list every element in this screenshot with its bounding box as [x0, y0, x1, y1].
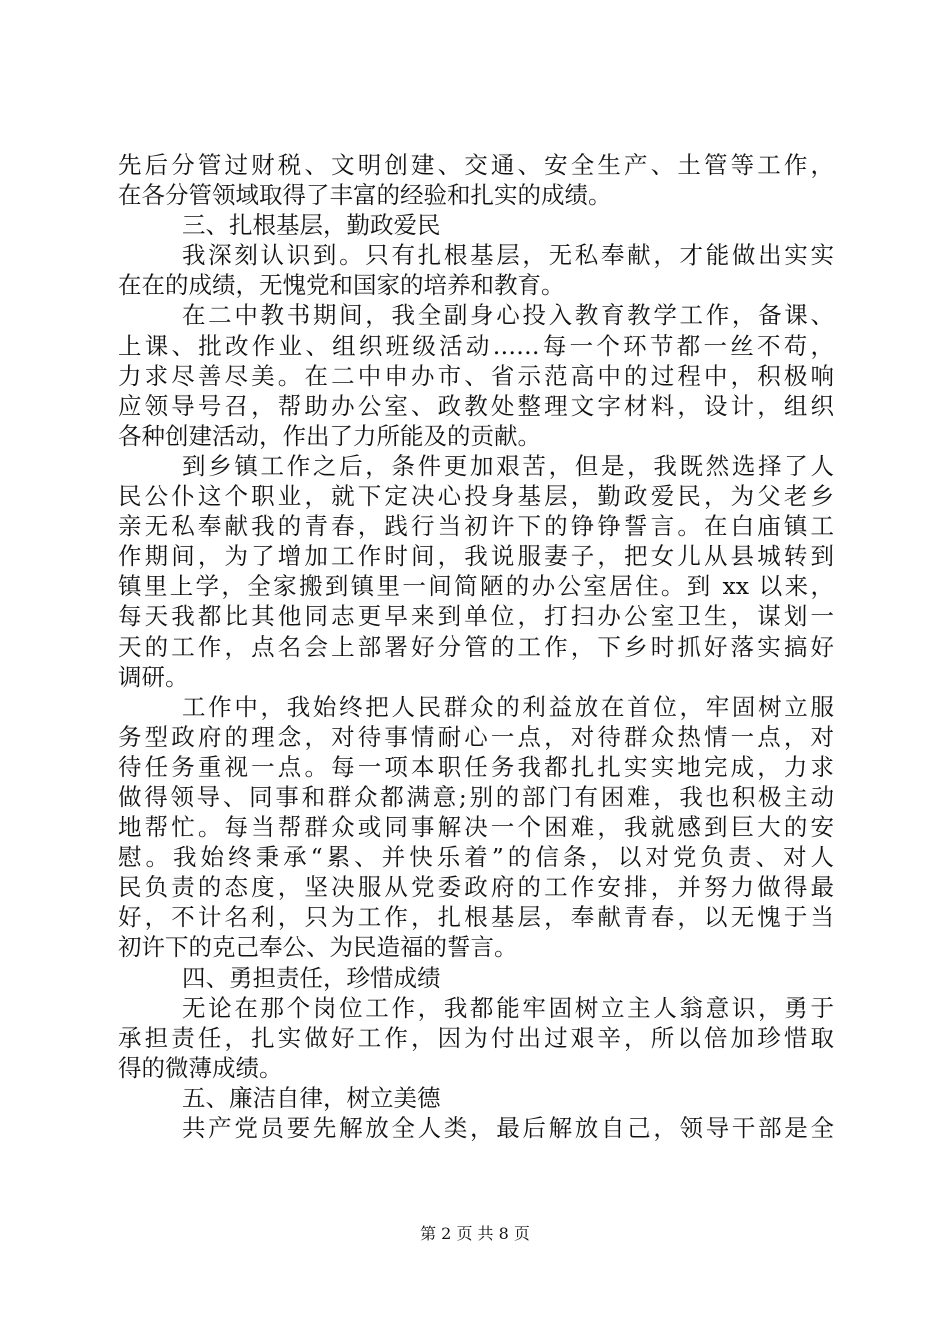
text-line: 天的工作，点名会上部署好分管的工作，下乡时抓好落实搞好: [118, 632, 834, 661]
paragraph-first-line: 工作中，我始终把人民群众的利益放在首位，牢固树立服: [182, 692, 834, 721]
section-heading: 三、扎根基层，勤政爱民: [182, 211, 441, 240]
text-line: 在各分管领域取得了丰富的经验和扎实的成绩。: [118, 181, 612, 210]
section-heading: 四、勇担责任，珍惜成绩: [182, 963, 441, 992]
paragraph-first-line: 无论在那个岗位工作，我都能牢固树立主人翁意识，勇于: [182, 993, 834, 1022]
text-line: 应领导号召，帮助办公室、政教处整理文字材料，设计，组织: [118, 391, 834, 420]
text-line: 地帮忙。每当帮群众或同事解决一个困难，我就感到巨大的安: [118, 813, 834, 842]
paragraph-first-line: 在二中教书期间，我全副身心投入教育教学工作，备课、: [182, 301, 834, 330]
text-line: 得的微薄成绩。: [118, 1053, 283, 1082]
text-line: 慰。我始终秉承“累、并快乐着”的信条，以对党负责、对人: [118, 843, 834, 872]
text-line: 先后分管过财税、文明创建、交通、安全生产、土管等工作，: [118, 151, 834, 179]
text-line: 调研。: [118, 662, 189, 691]
text-line: 在在的成绩，无愧党和国家的培养和教育。: [118, 271, 565, 300]
text-line: 各种创建活动，作出了力所能及的贡献。: [118, 421, 541, 450]
text-line: 做得领导、同事和群众都满意;别的部门有困难，我也积极主动: [118, 782, 834, 811]
page-number-footer: 第 2 页 共 8 页: [420, 1224, 530, 1243]
text-line: 力求尽善尽美。在二中申办市、省示范高中的过程中，积极响: [118, 361, 834, 390]
text-line: 民负责的态度，坚决服从党委政府的工作安排，并努力做得最: [118, 873, 834, 902]
text-line: 民公仆这个职业，就下定决心投身基层，勤政爱民，为父老乡: [118, 482, 834, 511]
text-line: 作期间，为了增加工作时间，我说服妻子，把女儿从县城转到: [118, 542, 834, 571]
text-line: 待任务重视一点。每一项本职任务我都扎扎实实地完成，力求: [118, 752, 834, 781]
text-line: 好，不计名利，只为工作，扎根基层，奉献青春，以无愧于当: [118, 903, 834, 932]
text-line: 亲无私奉献我的青春，践行当初许下的铮铮誓言。在白庙镇工: [118, 512, 834, 541]
text-line: 上课、批改作业、组织班级活动……每一个环节都一丝不苟，: [118, 331, 834, 360]
text-line: 承担责任，扎实做好工作，因为付出过艰辛，所以倍加珍惜取: [118, 1023, 834, 1052]
text-line: 每天我都比其他同志更早来到单位，打扫办公室卫生，谋划一: [118, 602, 834, 631]
document-body: [118, 150, 834, 1143]
section-heading: 五、廉洁自律，树立美德: [182, 1083, 441, 1112]
text-line: 镇里上学，全家搬到镇里一间简陋的办公室居住。到 xx 以来，: [118, 572, 834, 601]
text-line: 初许下的克己奉公、为民造福的誓言。: [118, 933, 518, 962]
paragraph-first-line: 共产党员要先解放全人类，最后解放自己，领导干部是全: [182, 1114, 834, 1142]
paragraph-first-line: 我深刻认识到。只有扎根基层，无私奉献，才能做出实实: [182, 241, 834, 270]
paragraph-first-line: 到乡镇工作之后，条件更加艰苦，但是，我既然选择了人: [182, 451, 834, 480]
text-line: 务型政府的理念，对待事情耐心一点，对待群众热情一点，对: [118, 722, 834, 751]
